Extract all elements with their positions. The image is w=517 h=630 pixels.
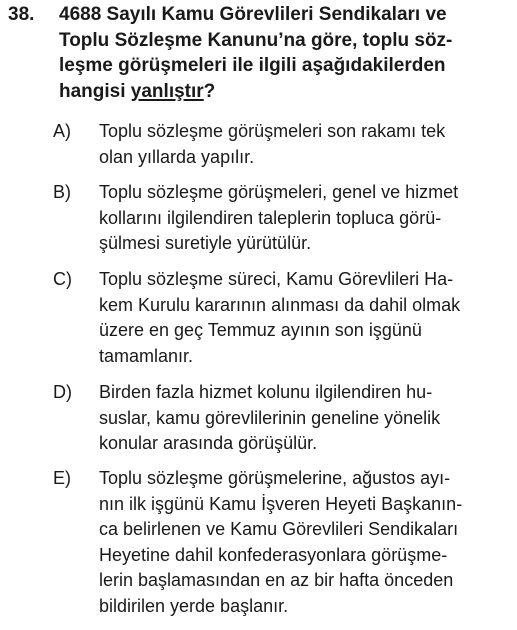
option-line: nın ilk işgünü Kamu İşveren Heyeti Başkanın- xyxy=(99,493,463,514)
option-line: tamamlanır. xyxy=(99,345,194,366)
option-line: Toplu sözleşme görüşmeleri, genel ve hizmet xyxy=(99,182,459,202)
option-letter: A) xyxy=(53,121,71,141)
question-line-last xyxy=(59,79,505,105)
option-line: bildirilen yerde başlanır. xyxy=(99,595,289,616)
option-line: Heyetine dahil konfederasyonlara görüşme- xyxy=(99,544,448,565)
option-line: Birden fazla hizmet kolunu ilgilendiren hu- xyxy=(99,382,433,402)
question-last-prefix: hangisi xyxy=(59,80,131,102)
option-line: Toplu sözleşme görüşmeleri son rakamı tek xyxy=(99,121,446,141)
option-letter: B) xyxy=(53,182,71,202)
option-line: Toplu sözleşme görüşmelerine, ağustos ayı- xyxy=(99,468,451,488)
option-line: konular arasında görüşülür. xyxy=(99,433,318,453)
option-letter: E) xyxy=(53,468,71,488)
option-line: suslar, kamu görevlilerinin geneline yönelik xyxy=(99,407,441,428)
question-line: Toplu Sözleşme Kanunu’na göre, toplu söz- xyxy=(59,29,453,51)
question-keyword-underlined: yanlıştır xyxy=(130,80,204,102)
option-line: üzere en geç Temmuz ayının son işgünü xyxy=(99,320,422,340)
question-last-suffix: ? xyxy=(203,80,216,102)
option-line: olan yıllarda yapılır. xyxy=(99,146,255,167)
option-line: Toplu sözleşme süreci, Kamu Görevlileri Ha- xyxy=(99,269,454,289)
question-line: 4688 Sayılı Kamu Görevlileri Sendikaları ve xyxy=(59,4,447,25)
question-line: leşme görüşmeleri ile ilgili aşağıdakilerden xyxy=(59,55,446,76)
question-text xyxy=(59,2,505,104)
option-line: lerin başlamasından en az bir hafta önceden xyxy=(99,570,454,590)
option-text xyxy=(99,180,511,257)
option-line: kollarını ilgilendiren taleplerin topluca görü- xyxy=(99,207,442,228)
option-line: şülmesi suretiyle yürütülür. xyxy=(99,233,312,253)
option-letter: C) xyxy=(53,269,72,289)
option-line: kem Kurulu kararının alınması da dahil olmak xyxy=(99,294,461,315)
option-line: ca belirlenen ve Kamu Görevlileri Sendikaları xyxy=(99,519,459,539)
option-letter: D) xyxy=(53,382,72,402)
option-text xyxy=(99,380,511,457)
question-number: 38. xyxy=(8,4,35,25)
option-text xyxy=(99,119,511,170)
option-text xyxy=(99,267,511,369)
option-text xyxy=(99,466,511,619)
